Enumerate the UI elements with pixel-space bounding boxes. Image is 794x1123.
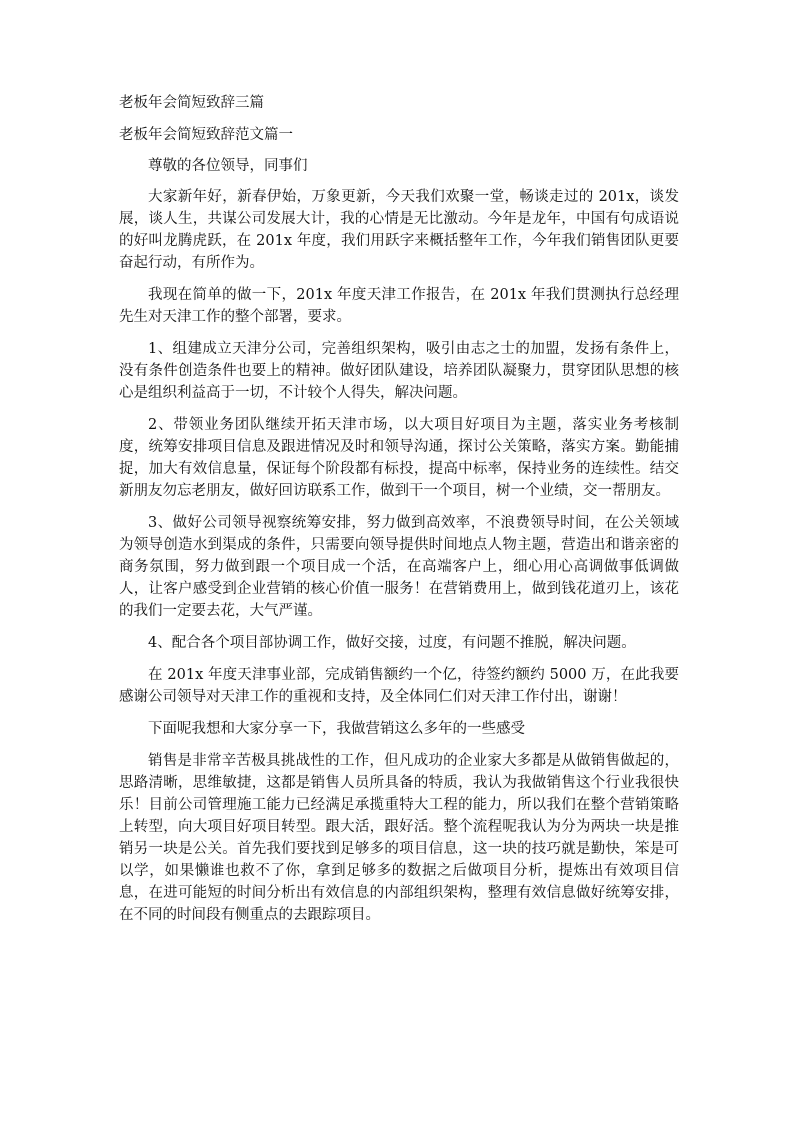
paragraph-opening: 大家新年好，新春伊始，万象更新，今天我们欢聚一堂，畅谈走过的 201x，谈发展，谈人生，共谋公司发展大计，我的心情是无比激动。今年是龙年，中国有句成语说的好叫龙腾虎跃，在 201x 年度，我们用跃字来概括整年工作，今年我们销售团队更要奋起行动，有所作为。 xyxy=(119,189,679,271)
paragraph-item-2: 2、带领业务团队继续开拓天津市场，以大项目好项目为主题，落实业务考核制度，统筹安排项目信息及跟进情况及时和领导沟通，探讨公关策略，落实方案。勤能捕捉，加大有效信息量，保证每个阶段都有标投，提高中标率，保持业务的连续性。结交新朋友勿忘老朋友，做好回访联系工作，做到干一个项目，树一个业绩，交一帮朋友。 xyxy=(119,417,679,499)
document-title: 老板年会简短致辞三篇 xyxy=(119,95,264,111)
paragraph-item-3: 3、做好公司领导视察统筹安排，努力做到高效率，不浪费领导时间，在公关领域为领导创造水到渠成的条件，只需要向领导提供时间地点人物主题，营造出和谐亲密的商务氛围，努力做到跟一个项目成一个活，在高端客户上，细心用心高调做事低调做人，让客户感受到企业营销的核心价值一服务！在营销费用上，做到钱花道刃上，该花的我们一定要去花，大气严谨。 xyxy=(119,515,679,619)
paragraph-share-intro: 下面呢我想和大家分享一下，我做营销这么多年的一些感受 xyxy=(148,721,525,737)
section-title: 老板年会简短致辞范文篇一 xyxy=(119,127,293,143)
paragraph-sales-experience: 销售是非常辛苦极具挑战性的工作，但凡成功的企业家大多都是从做销售做起的，思路清晰，思维敏捷，这都是销售人员所具备的特质，我认为我做销售这个行业我很快乐！目前公司管理施工能力已经满足承揽重特大工程的能力，所以我们在整个营销策略上转型，向大项目好项目转型。跟大活，跟好活。整个流程呢我认为分为两块一块是推销另一块是公关。首先我们要找到足够多的项目信息，这一块的技巧就是勤快，笨是可以学，如果懒谁也救不了你，拿到足够多的数据之后做项目分析，提炼出有效项目信息，在进可能短的时间分析出有效信息的内部组织架构，整理有效信息做好统筹安排，在不同的时间段有侧重点的去跟踪项目。 xyxy=(119,753,679,923)
paragraph-item-4: 4、配合各个项目部协调工作，做好交接，过度，有问题不推脱，解决问题。 xyxy=(148,635,636,651)
paragraph-results: 在 201x 年度天津事业部，完成销售额约一个亿，待签约额约 5000 万，在此我要感谢公司领导对天津工作的重视和支持，及全体同仁们对天津工作付出，谢谢！ xyxy=(119,667,679,705)
paragraph-item-1: 1、组建成立天津分公司，完善组织架构，吸引由志之士的加盟，发扬有条件上，没有条件创造条件也要上的精神。做好团队建设，培养团队凝聚力，贯穿团队思想的核心是组织利益高于一切，不计较个人得失，解决问题。 xyxy=(119,341,679,401)
document-body xyxy=(119,92,679,936)
paragraph-report-intro: 我现在简单的做一下，201x 年度天津工作报告，在 201x 年我们贯测执行总经理先生对天津工作的整个部署，要求。 xyxy=(119,287,679,325)
greeting: 尊敬的各位领导，同事们 xyxy=(148,158,308,174)
